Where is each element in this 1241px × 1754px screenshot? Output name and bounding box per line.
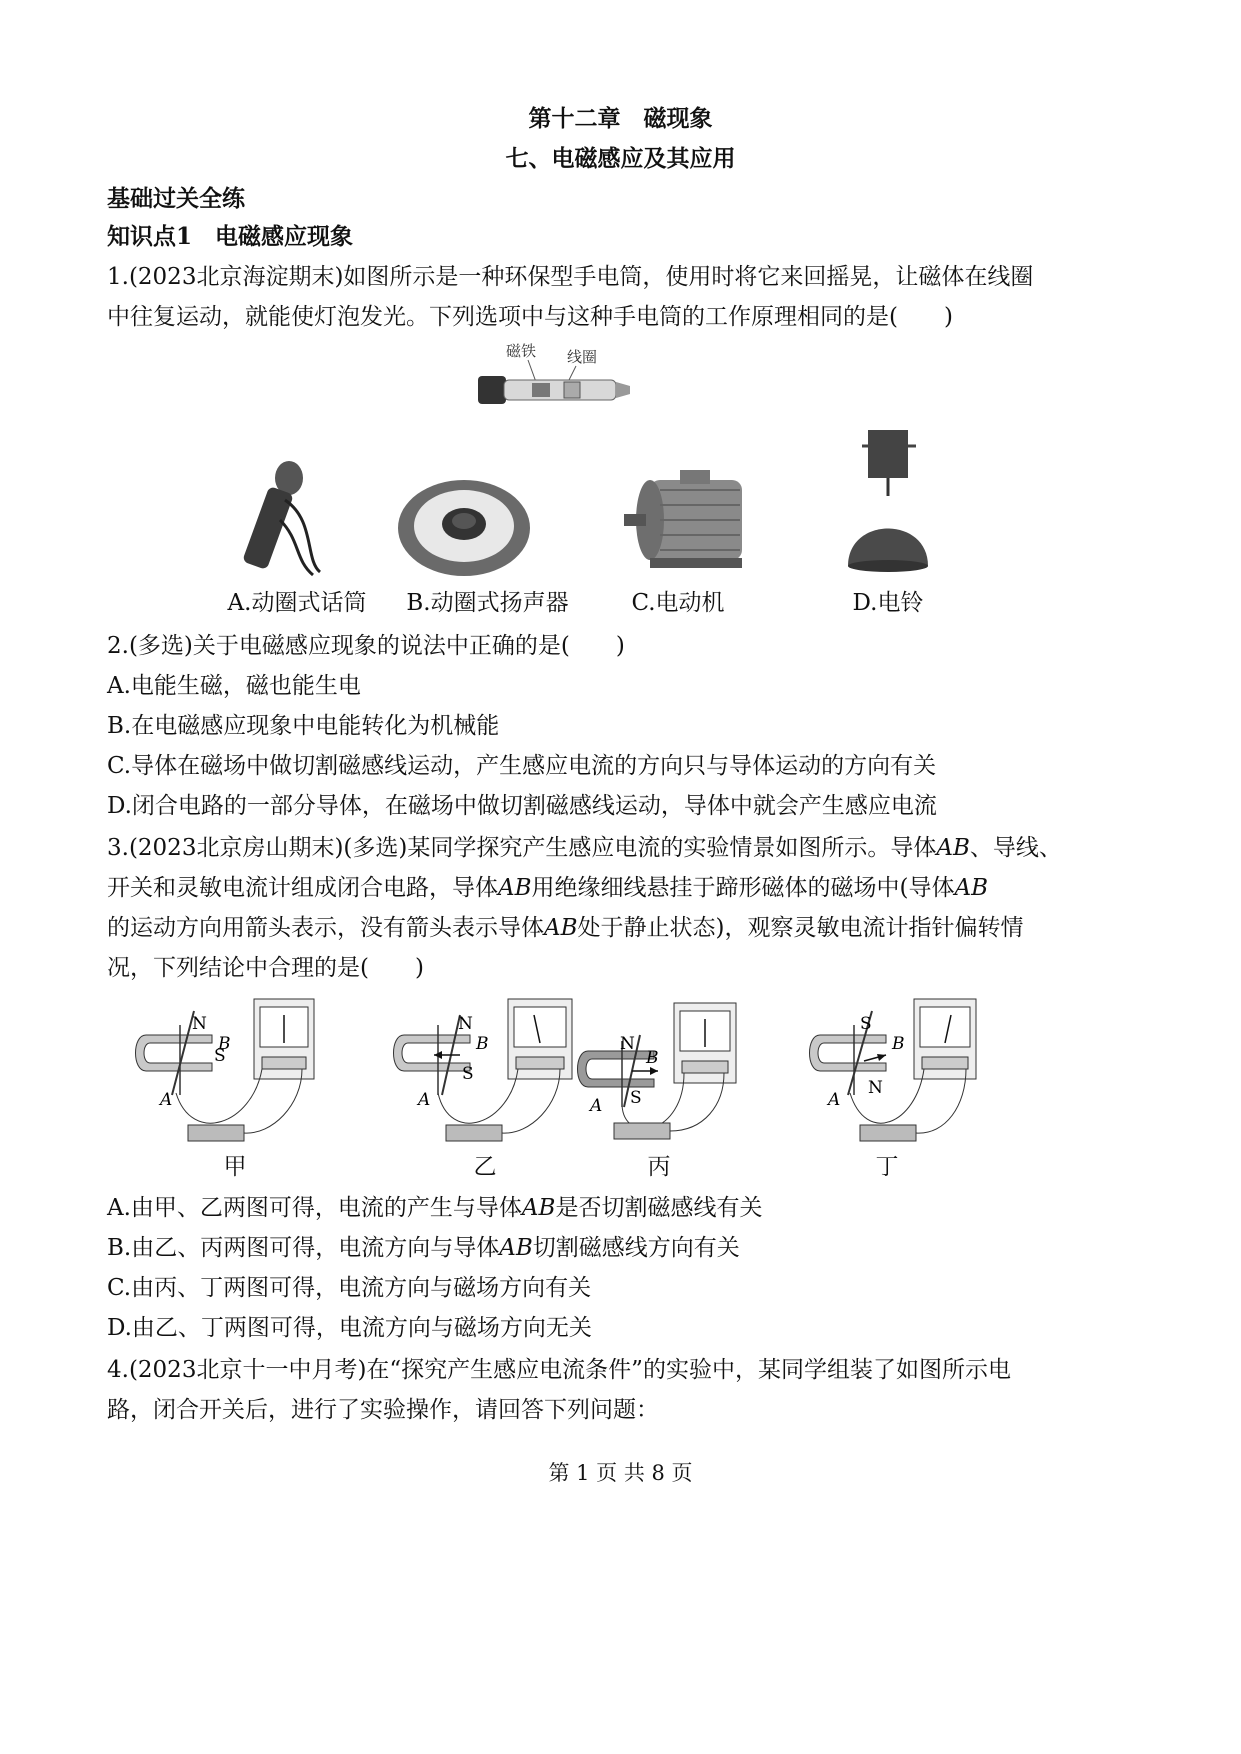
bing-end-b: B xyxy=(646,1048,659,1068)
q3-line2-ab2: AB xyxy=(954,875,989,901)
q2-stem: 2.(多选)关于电磁感应现象的说法中正确的是( ) xyxy=(107,633,625,659)
microphone-image xyxy=(225,460,325,578)
bing-pole-bottom: S xyxy=(630,1088,642,1108)
flashlight-label-magnet: 磁铁 xyxy=(506,342,537,360)
motor-image xyxy=(620,460,760,576)
ding-end-b: B xyxy=(892,1034,905,1054)
jia-end-b: B xyxy=(218,1034,231,1054)
bell-image xyxy=(840,426,940,576)
q1-option-d: D.电铃 xyxy=(852,590,924,616)
q4-line1: 4.(2023北京十一中月考)在“探究产生感应电流条件”的实验中，某同学组装了如图所示电 xyxy=(107,1357,1011,1383)
q3-option-b-post: 切割磁感线方向有关 xyxy=(532,1235,740,1261)
q1-option-b: B.动圈式扬声器 xyxy=(406,590,569,616)
q3-line2-c: 用绝缘细线悬挂于蹄形磁体的磁场中(导体 xyxy=(531,875,955,901)
q1-option-c: C.电动机 xyxy=(631,590,725,616)
ding-pole-top: S xyxy=(860,1014,872,1034)
experiment-figure-bing xyxy=(574,995,764,1155)
q2-option-b: B.在电磁感应现象中电能转化为机械能 xyxy=(107,713,500,739)
yi-pole-bottom: S xyxy=(462,1064,474,1084)
flashlight-figure xyxy=(470,336,640,412)
q3-line1-a: 3.(2023北京房山期末)(多选)某同学探究产生感应电流的实验情景如图所示。导体 xyxy=(107,835,937,861)
q3-line1-ab: AB xyxy=(936,835,970,861)
figure-label-jia: 甲 xyxy=(223,1154,247,1180)
q1-line2: 中往复运动，就能使灯泡发光。下列选项中与这种手电筒的工作原理相同的是( ) xyxy=(107,304,953,330)
flashlight-label-coil: 线圈 xyxy=(567,348,598,366)
q3-option-d: D.由乙、丁两图可得，电流方向与磁场方向无关 xyxy=(107,1315,592,1341)
section-title: 七、电磁感应及其应用 xyxy=(505,145,736,172)
q3-line1-c: 、导线、 xyxy=(969,835,1062,861)
figure-label-ding: 丁 xyxy=(875,1154,899,1180)
ding-end-a: A xyxy=(828,1090,841,1110)
q4-line2: 路，闭合开关后，进行了实验操作，请回答下列问题： xyxy=(107,1397,659,1423)
figure-label-bing: 丙 xyxy=(647,1154,671,1180)
q3-line3 xyxy=(107,913,1024,943)
q2-option-c: C.导体在磁场中做切割磁感线运动，产生感应电流的方向只与导体运动的方向有关 xyxy=(107,753,937,779)
bing-pole-top: N xyxy=(620,1034,635,1054)
q3-line2 xyxy=(107,873,988,903)
q3-option-a xyxy=(107,1193,762,1223)
ding-pole-bottom: N xyxy=(868,1078,883,1098)
jia-pole-top: N xyxy=(192,1014,207,1034)
q3-line3-c: 处于静止状态)，观察灵敏电流计指针偏转情 xyxy=(577,915,1024,941)
q3-option-a-ab: AB xyxy=(521,1195,556,1221)
q1-option-a: A.动圈式话筒 xyxy=(227,590,367,616)
yi-end-b: B xyxy=(476,1034,489,1054)
jia-end-a: A xyxy=(160,1090,173,1110)
speaker-image xyxy=(397,478,532,578)
q2-option-d: D.闭合电路的一部分导体，在磁场中做切割磁感线运动，导体中就会产生感应电流 xyxy=(107,793,937,819)
q3-option-b-pre: B.由乙、丙两图可得，电流方向与导体 xyxy=(107,1235,500,1261)
q3-option-b-ab: AB xyxy=(499,1235,533,1261)
knowledge-point-title: 知识点1 电磁感应现象 xyxy=(107,223,354,250)
q3-option-a-pre: A.由甲、乙两图可得，电流的产生与导体 xyxy=(107,1195,522,1221)
part-title: 基础过关全练 xyxy=(107,185,245,212)
q3-option-c: C.由丙、丁两图可得，电流方向与磁场方向有关 xyxy=(107,1275,592,1301)
q3-line4: 况，下列结论中合理的是( ) xyxy=(107,955,424,981)
figure-label-yi: 乙 xyxy=(473,1154,497,1180)
experiment-figure-ding xyxy=(806,995,986,1155)
q3-line2-ab: AB xyxy=(498,875,532,901)
q3-option-a-post: 是否切割磁感线有关 xyxy=(555,1195,763,1221)
yi-end-a: A xyxy=(418,1090,431,1110)
q3-option-b xyxy=(107,1233,740,1263)
q3-line3-a: 的运动方向用箭头表示，没有箭头表示导体 xyxy=(107,915,544,941)
experiment-figure-yi xyxy=(390,995,580,1155)
q3-line3-ab: AB xyxy=(544,915,578,941)
bing-end-a: A xyxy=(590,1096,603,1116)
page-footer: 第 1 页 共 8 页 xyxy=(548,1461,693,1485)
jia-pole-bottom: S xyxy=(214,1046,226,1066)
q2-option-a: A.电能生磁，磁也能生电 xyxy=(107,673,361,699)
q3-line2-a: 开关和灵敏电流计组成闭合电路，导体 xyxy=(107,875,498,901)
q3-line1 xyxy=(107,833,1062,863)
chapter-title: 第十二章 磁现象 xyxy=(528,105,713,132)
experiment-figure-jia xyxy=(132,995,322,1155)
yi-pole-top: N xyxy=(458,1014,473,1034)
q1-line1: 1.(2023北京海淀期末)如图所示是一种环保型手电筒，使用时将它来回摇晃，让磁体在线圈 xyxy=(107,264,1034,290)
